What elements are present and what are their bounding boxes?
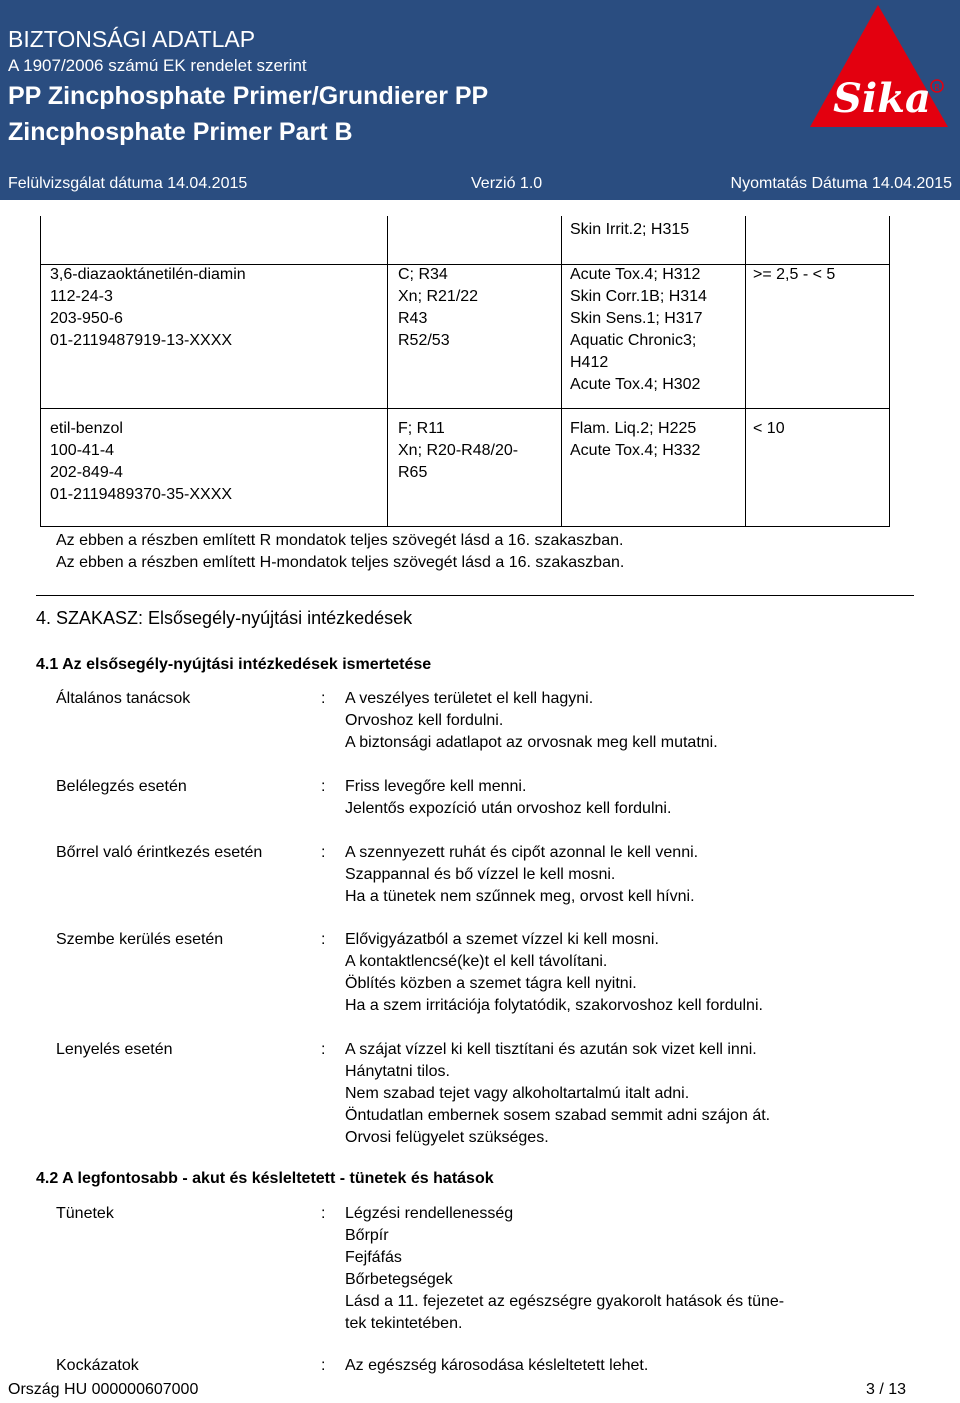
document-title: BIZTONSÁGI ADATLAP: [8, 26, 256, 52]
table-bottom-border: [40, 526, 890, 527]
subsection-title: 4.1 Az elsősegély-nyújtási intézkedések ismertetése: [36, 656, 432, 673]
item-text: Friss levegőre kell menni. Jelentős expozíció után orvoshoz kell fordulni.: [345, 778, 672, 817]
item-text: Az egészség károsodása késleltetett lehet.: [345, 1357, 649, 1374]
sika-logo: [800, 0, 960, 135]
r-phrases-note: Az ebben a részben említett R mondatok teljes szövegét lásd a 16. szakaszban.: [56, 532, 624, 549]
concentration-cell: >= 2,5 - < 5: [753, 266, 836, 283]
component-name-cell: etil-benzol 100-41-4 202-849-4 01-2119489370-35-XXXX: [50, 420, 233, 503]
h-phrases-note: Az ebben a részben említett H-mondatok teljes szövegét lásd a 16. szakaszban.: [56, 554, 625, 571]
r-phrases-cell: F; R11 Xn; R20-R48/20- R65: [398, 420, 519, 481]
item-label: Lenyelés esetén: [56, 1041, 173, 1058]
item-text: A szájat vízzel ki kell tisztítani és azután sok vizet kell inni. Hánytatni tilos. Nem szabad tejet vagy alkoholtartalmú italt adni. Öntudatlan embernek sosem szabad semmit adni szájon át. Orvosi felügyelet szükséges.: [345, 1041, 771, 1146]
item-colon: :: [321, 1205, 326, 1222]
item-text: A veszélyes területet el kell hagyni. Orvoshoz kell fordulni. A biztonsági adatlapot az orvosnak meg kell mutatni.: [345, 690, 718, 751]
item-label: Kockázatok: [56, 1357, 139, 1374]
item-label: Tünetek: [56, 1205, 114, 1222]
logo-text: Sika: [833, 75, 931, 122]
table-divider: [561, 216, 562, 527]
section-title: 4. SZAKASZ: Elsősegély-nyújtási intézkedések: [36, 608, 413, 628]
item-text: Elővigyázatból a szemet vízzel ki kell mosni. A kontaktlencsé(ke)t el kell távolítani. Öblítés közben a szemet tágra kell nyitni. Ha a szem irritációja folytatódik, szakorvoshoz kell fordulni.: [345, 931, 763, 1014]
print-date: Nyomtatás Dátuma 14.04.2015: [730, 175, 952, 192]
item-label: Belélegzés esetén: [56, 778, 187, 795]
revision-date: Felülvizsgálat dátuma 14.04.2015: [8, 175, 248, 192]
item-text: Légzési rendellenesség Bőrpír Fejfáfás Bőrbetegségek Lásd a 11. fejezetet az egészségre gyakorolt hatások és tüne- tek tekintetében.: [345, 1205, 785, 1332]
component-name-cell: 3,6-diazaoktánetilén-diamin 112-24-3 203-950-6 01-2119487919-13-XXXX: [50, 266, 246, 349]
concentration-cell: < 10: [753, 420, 785, 437]
item-label: Általános tanácsok: [56, 690, 191, 707]
product-name-line1: PP Zincphosphate Primer/Grundierer PP: [8, 82, 489, 110]
item-text: A szennyezett ruhát és cipőt azonnal le kell venni. Szappannal és bő vízzel le kell mosni. Ha a tünetek nem szűnnek meg, orvost kell hívni.: [345, 844, 699, 905]
item-colon: :: [321, 778, 326, 795]
table-row-separator: [40, 408, 890, 409]
version: Verzió 1.0: [471, 175, 543, 192]
subsection-title: 4.2 A legfontosabb - akut és késleltetett - tünetek és hatások: [36, 1170, 494, 1187]
item-colon: :: [321, 1041, 326, 1058]
classification-cell: Flam. Liq.2; H225 Acute Tox.4; H332: [570, 420, 701, 459]
item-colon: :: [321, 931, 326, 948]
svg-text:R: R: [934, 83, 940, 92]
classification-cell: Acute Tox.4; H312 Skin Corr.1B; H314 Skin Sens.1; H317 Aquatic Chronic3; H412 Acute Tox.4; H302: [570, 266, 707, 393]
product-name-line2: Zincphosphate Primer Part B: [8, 118, 353, 146]
table-border-left: [40, 216, 41, 527]
table-border-right: [889, 216, 890, 527]
r-phrases-cell: C; R34 Xn; R21/22 R43 R52/53: [398, 266, 479, 349]
item-label: Bőrrel való érintkezés esetén: [56, 844, 263, 861]
classification-cell: Skin Irrit.2; H315: [570, 221, 690, 238]
table-divider: [387, 216, 388, 527]
table-divider: [745, 264, 746, 527]
table-divider: [745, 216, 746, 264]
regulation-text: A 1907/2006 számú EK rendelet szerint: [8, 56, 307, 75]
section-separator: [36, 595, 914, 596]
item-colon: :: [321, 844, 326, 861]
item-colon: :: [321, 1357, 326, 1374]
page-number: 3 / 13: [865, 1381, 906, 1398]
item-colon: :: [321, 690, 326, 707]
footer-country: Ország HU 000000607000: [8, 1381, 199, 1398]
item-label: Szembe kerülés esetén: [56, 931, 224, 948]
